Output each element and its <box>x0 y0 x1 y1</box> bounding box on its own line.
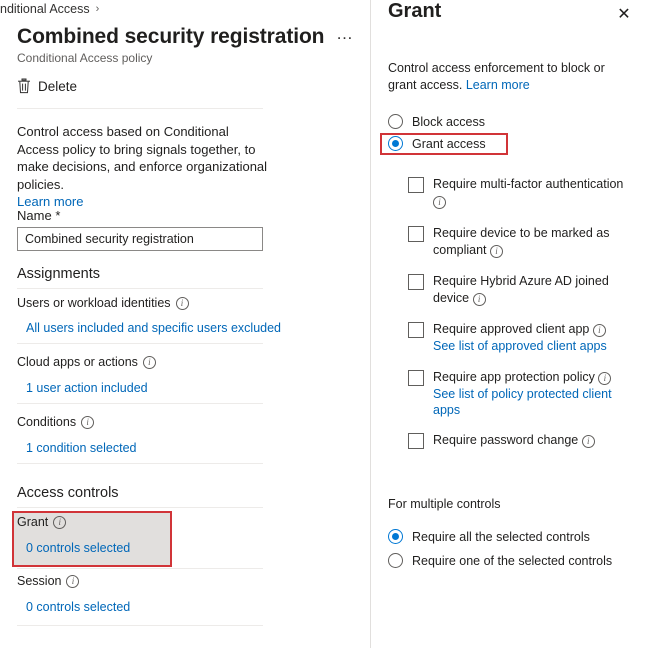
divider-conditions <box>17 463 263 464</box>
grant-panel-description-text: Control access enforcement to block or grant access. <box>388 61 605 92</box>
checkbox-icon <box>408 322 424 338</box>
checkbox-require-compliant-device-label <box>433 225 638 258</box>
learn-more-link[interactable]: Learn more <box>17 194 84 209</box>
info-icon[interactable]: i <box>598 372 611 385</box>
name-label <box>17 208 60 223</box>
breadcrumb-current[interactable]: nditional Access <box>0 2 90 16</box>
checkbox-icon <box>408 433 424 449</box>
grant-label-text: Grant <box>17 515 49 529</box>
divider-users <box>17 343 263 344</box>
divider-grant <box>17 568 263 569</box>
session-value-link[interactable]: 0 controls selected <box>26 600 131 614</box>
cloud-apps-value-link[interactable]: 1 user action included <box>26 381 148 395</box>
users-value-link[interactable]: All users included and specific users excluded <box>26 321 281 335</box>
users-label <box>17 296 189 310</box>
policy-description <box>17 123 269 211</box>
close-icon[interactable]: ✕ <box>617 6 631 23</box>
info-icon[interactable]: i <box>490 245 503 258</box>
page-subtitle: Conditional Access policy <box>17 51 153 65</box>
checkbox-require-approved-client-app-label <box>433 321 638 354</box>
info-icon[interactable]: i <box>81 416 94 429</box>
checkbox-label-text: Require multi-factor authentication <box>433 177 624 191</box>
checkbox-label-text: Require device to be marked as compliant <box>433 226 610 257</box>
multiple-controls-heading: For multiple controls <box>388 497 501 511</box>
radio-selected-icon <box>388 136 403 151</box>
divider-assignments <box>17 288 263 289</box>
cloud-apps-label-text: Cloud apps or actions <box>17 355 138 369</box>
name-input[interactable] <box>17 227 263 251</box>
checkbox-require-app-protection-policy[interactable] <box>408 369 638 419</box>
conditions-label-text: Conditions <box>17 415 77 429</box>
checkbox-require-password-change[interactable] <box>408 432 638 449</box>
grant-panel <box>372 0 646 648</box>
cloud-apps-label <box>17 355 156 369</box>
info-icon[interactable]: i <box>176 297 189 310</box>
checkbox-label-text: Require approved client app <box>433 322 590 336</box>
radio-icon <box>388 553 403 568</box>
trash-icon <box>17 78 31 94</box>
checkbox-icon <box>408 226 424 242</box>
info-icon[interactable]: i <box>593 324 606 337</box>
radio-block-access[interactable] <box>388 114 485 129</box>
grant-value-link[interactable]: 0 controls selected <box>26 541 131 555</box>
delete-label: Delete <box>38 78 78 94</box>
access-controls-heading: Access controls <box>17 485 119 501</box>
checkbox-require-app-protection-policy-label <box>433 369 638 419</box>
info-icon[interactable]: i <box>433 196 446 209</box>
checkbox-require-compliant-device[interactable] <box>408 225 638 258</box>
grant-label <box>17 515 66 529</box>
checkbox-require-password-change-label <box>433 432 638 449</box>
grant-panel-description <box>388 60 628 94</box>
divider-commandbar <box>17 108 263 109</box>
session-label-text: Session <box>17 574 62 588</box>
breadcrumb-separator-icon: › <box>95 3 100 15</box>
checkbox-require-mfa[interactable] <box>408 176 638 209</box>
approved-client-apps-link[interactable]: See list of approved client apps <box>433 338 607 353</box>
checkbox-icon <box>408 370 424 386</box>
delete-button[interactable] <box>17 78 77 94</box>
policy-protected-apps-link[interactable]: See list of policy protected client apps <box>433 386 612 417</box>
checkbox-label-text: Require password change <box>433 433 579 447</box>
more-options-icon[interactable]: … <box>336 24 353 43</box>
grant-panel-title: Grant <box>388 0 442 22</box>
info-icon[interactable]: i <box>66 575 79 588</box>
breadcrumb[interactable] <box>0 0 105 18</box>
divider-session <box>17 625 263 626</box>
radio-icon <box>388 114 403 129</box>
conditions-label <box>17 415 94 429</box>
users-label-text: Users or workload identities <box>17 296 171 310</box>
radio-require-one-control[interactable] <box>388 553 612 568</box>
info-icon[interactable]: i <box>473 293 486 306</box>
radio-require-all-controls[interactable] <box>388 529 590 544</box>
checkbox-label-text: Require app protection policy <box>433 370 595 384</box>
radio-grant-access[interactable] <box>388 136 486 151</box>
radio-selected-icon <box>388 529 403 544</box>
required-indicator: * <box>55 208 61 223</box>
info-icon[interactable]: i <box>143 356 156 369</box>
grant-learn-more-link[interactable]: Learn more <box>465 78 530 92</box>
checkbox-label-text: Require Hybrid Azure AD joined device <box>433 274 609 305</box>
name-label-text: Name <box>17 208 52 223</box>
checkbox-icon <box>408 177 424 193</box>
page-title-row <box>17 24 357 50</box>
radio-block-access-label: Block access <box>412 114 485 129</box>
checkbox-require-hybrid-join[interactable] <box>408 273 638 306</box>
conditions-value-link[interactable]: 1 condition selected <box>26 441 137 455</box>
radio-require-all-controls-label: Require all the selected controls <box>412 529 590 544</box>
session-label <box>17 574 79 588</box>
radio-grant-access-label: Grant access <box>412 136 486 151</box>
checkbox-require-approved-client-app[interactable] <box>408 321 638 354</box>
divider-cloudapps <box>17 403 263 404</box>
divider-accesscontrols <box>17 507 263 508</box>
checkbox-require-mfa-label <box>433 176 638 209</box>
info-icon[interactable]: i <box>53 516 66 529</box>
page-title: Combined security registration <box>17 25 325 48</box>
radio-require-one-control-label: Require one of the selected controls <box>412 553 613 568</box>
assignments-heading: Assignments <box>17 266 101 282</box>
info-icon[interactable]: i <box>582 435 595 448</box>
policy-description-text: Control access based on Conditional Access policy to bring signals together, to make decisions, and enforce organizational policies. <box>17 124 268 192</box>
checkbox-icon <box>408 274 424 290</box>
checkbox-require-hybrid-join-label <box>433 273 638 306</box>
